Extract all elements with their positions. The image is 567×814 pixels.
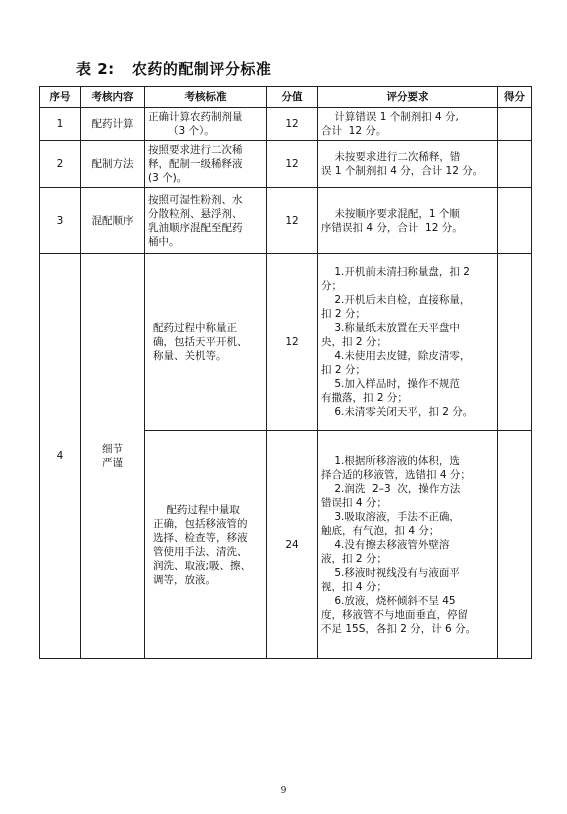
table-row xyxy=(40,188,532,254)
requirement-line: 有撒落，扣 2 分； xyxy=(321,392,408,404)
header-content: 考核内容 xyxy=(81,87,145,108)
standard-line: 按照可湿性粉剂、水 xyxy=(148,193,243,206)
points-cell[interactable] xyxy=(498,108,532,141)
requirement-line: 3.吸取溶液，手法不正确， xyxy=(321,510,460,523)
requirement-line: 序错误扣 4 分，合计 12 分。 xyxy=(321,221,463,234)
header-points: 得分 xyxy=(498,87,532,108)
requirement-line: 视，扣 4 分； xyxy=(321,580,387,593)
requirement-line: 6.未清零关闭天平，扣 2 分。 xyxy=(321,406,474,418)
header-score: 分值 xyxy=(267,87,318,108)
requirement-line: 扣 2 分； xyxy=(321,364,366,376)
requirement-line: 未按顺序要求混配，1 个顺 xyxy=(321,207,460,220)
row-score: 24 xyxy=(267,431,318,659)
standard-line: 按照要求进行二次稀 xyxy=(148,144,243,156)
scoring-table xyxy=(39,86,532,659)
points-cell[interactable] xyxy=(498,254,532,431)
row-requirement xyxy=(318,254,498,431)
standard-line: 润洗、取液;吸、擦、 xyxy=(153,559,252,572)
standard-line: 称量、关机等。 xyxy=(153,350,227,362)
requirement-line: 液，扣 2 分； xyxy=(321,552,387,565)
row-standard xyxy=(145,108,267,141)
standard-line: 确，包括天平开机、 xyxy=(153,336,248,348)
requirement-line: 1.开机前未清扫称量盘，扣 2 xyxy=(321,266,470,278)
requirement-line: 度，移液管不与地面垂直，停留 xyxy=(321,608,468,621)
page-number: 9 xyxy=(280,786,287,796)
row-score: 12 xyxy=(267,188,318,254)
standard-line: 桶中。 xyxy=(148,235,180,248)
row-score: 12 xyxy=(267,254,318,431)
requirement-line: 1.根据所移溶液的体积，选 xyxy=(321,454,460,467)
points-cell[interactable] xyxy=(498,188,532,254)
row-score: 12 xyxy=(267,108,318,141)
requirement-line: 5.移液时视线没有与液面平 xyxy=(321,566,460,579)
standard-line: 配药过程中称量正 xyxy=(153,322,237,334)
requirement-line: 合计 12 分。 xyxy=(321,125,387,137)
row-requirement xyxy=(318,188,498,254)
header-requirement: 评分要求 xyxy=(318,87,498,108)
table-title: 表 2: 农药的配制评分标准 xyxy=(76,60,272,78)
points-cell[interactable] xyxy=(498,431,532,659)
requirement-line: 误 1 个制剂扣 4 分，合计 12 分。 xyxy=(321,165,484,177)
requirement-line: 分； xyxy=(321,280,342,292)
table-row xyxy=(40,141,532,188)
table-row xyxy=(40,254,532,431)
header-row xyxy=(40,87,532,108)
row-no: 2 xyxy=(40,141,81,188)
row-requirement xyxy=(318,108,498,141)
row-no: 1 xyxy=(40,108,81,141)
standard-line: 正确计算农药制剂量 xyxy=(148,111,243,123)
row-content: 配药计算 xyxy=(81,108,145,141)
standard-line: （3 个）。 xyxy=(168,125,215,137)
points-cell[interactable] xyxy=(498,141,532,188)
row-score: 12 xyxy=(267,141,318,188)
standard-line: 乳油顺序混配至配药 xyxy=(148,221,243,234)
standard-line: 分散粒剂、悬浮剂、 xyxy=(148,207,243,220)
requirement-line: 未按要求进行二次稀释，错 xyxy=(321,151,461,163)
content-line: 严谨 xyxy=(102,457,123,469)
row-content: 配制方法 xyxy=(81,141,145,188)
row-standard xyxy=(145,188,267,254)
requirement-line: 计算错误 1 个制剂扣 4 分, xyxy=(321,111,459,123)
requirement-line: 5.加入样品时，操作不规范 xyxy=(321,378,460,390)
standard-line: 调等，放液。 xyxy=(153,573,216,586)
requirement-line: 错误扣 4 分； xyxy=(321,496,387,509)
standard-line: 选择、检查等，移液 xyxy=(153,531,248,544)
row-standard xyxy=(145,431,267,659)
requirement-line: 2.润洗 2–3 次，操作方法 xyxy=(321,482,461,495)
requirement-line: 央，扣 2 分； xyxy=(321,336,387,348)
row-content xyxy=(81,254,145,659)
requirement-line: 2.开机后未自检，直接称量， xyxy=(321,294,471,306)
header-no: 序号 xyxy=(40,87,81,108)
standard-line: 释，配制一级稀释液 xyxy=(148,158,243,170)
row-standard xyxy=(145,254,267,431)
standard-line: 正确，包括移液管的 xyxy=(153,517,248,530)
row-no: 4 xyxy=(40,254,81,659)
requirement-line: 4.未使用去皮键，除皮清零， xyxy=(321,350,471,362)
requirement-line: 扣 2 分； xyxy=(321,308,366,320)
content-line: 细节 xyxy=(102,443,123,455)
requirement-line: 4.没有擦去移液管外壁溶 xyxy=(321,538,450,551)
row-requirement xyxy=(318,141,498,188)
row-standard xyxy=(145,141,267,188)
row-content: 混配顺序 xyxy=(81,188,145,254)
row-requirement xyxy=(318,431,498,659)
table-row xyxy=(40,108,532,141)
standard-line: 配药过程中量取 xyxy=(153,503,240,516)
requirement-line: 3.称量纸未放置在天平盘中 xyxy=(321,322,460,334)
requirement-line: 择合适的移液管，选错扣 4 分； xyxy=(321,468,471,481)
header-standard: 考核标准 xyxy=(145,87,267,108)
requirement-line: 6.放液，烧杯倾斜不呈 45 xyxy=(321,594,456,607)
standard-line: (3 个)。 xyxy=(148,172,188,184)
standard-line: 管使用手法、清洗、 xyxy=(153,545,248,558)
requirement-line: 不足 15S，各扣 2 分，计 6 分。 xyxy=(321,622,477,635)
requirement-line: 触底，有气泡，扣 4 分； xyxy=(321,524,440,537)
row-no: 3 xyxy=(40,188,81,254)
